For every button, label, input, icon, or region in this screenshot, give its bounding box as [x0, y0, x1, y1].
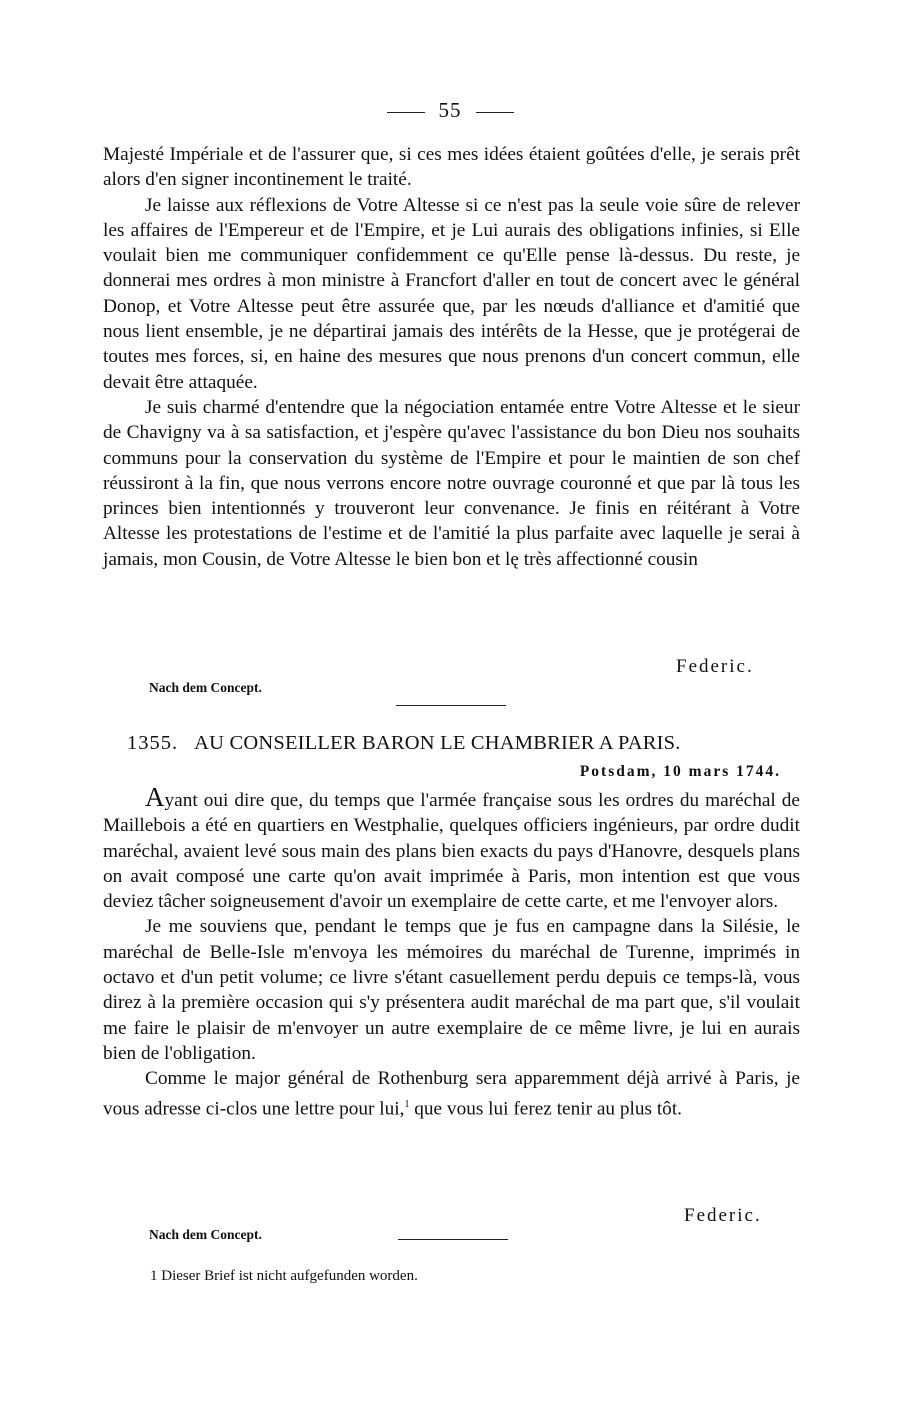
letter-2-signature: Federic.: [684, 1205, 762, 1226]
letter-number: 1355.: [127, 732, 179, 754]
letter-dateline: Potsdam, 10 mars 1744.: [579, 763, 781, 780]
page-header: [0, 98, 900, 123]
letter-1-source-note: Nach dem Concept.: [149, 680, 262, 695]
drop-initial: A: [145, 782, 165, 812]
letter-2: [103, 782, 800, 1121]
letter-2-paragraph: Je me souviens que, pendant le temps que je fus en campagne dans la Silésie, le maréchal de Belle-Isle m'envoya les mémoires du maréchal de Turenne, imprimés in octavo et d'un petit volume; ce livre s'étant casuellement perdu depuis ce temps-là, vous direz à la première occasion qui s'y présentera audit maréchal de ma part que, s'il voulait me faire le plaisir de m'envoyer un autre exemplaire de ce même livre, je lui en aurais bien de l'obligation.: [103, 916, 800, 1064]
footnote: [150, 1268, 418, 1285]
letter-1-paragraph: Je suis charmé d'entendre que la négociation entamée entre Votre Altesse et le sieur de Chavigny va à sa satisfaction, et j'espère qu'avec l'assistance du bon Dieu nos souhaits communs pour la conservation du système de l'Empire et pour le maintien de son chef réussiront à la fin, que nous verrons encore notre ouvrage couronné et que par là tous les princes bien intentionnés y trouveront leur convenance. Je finis en réitérant à Votre Altesse les protestations de l'estime et de l'amitié la plus parfaite avec laquelle je serai à jamais, mon Cousin, de Votre Altesse le bien bon et lę très affectionné cousin: [103, 396, 800, 570]
letter-1-signature: Federic.: [676, 656, 754, 677]
letter-2-paragraph: [103, 782, 800, 914]
footnote-divider: [398, 1239, 508, 1240]
letter-heading: [103, 730, 800, 756]
letter-2-source-note: Nach dem Concept.: [149, 1227, 262, 1242]
header-dash-left: [387, 112, 425, 113]
footnote-reference: 1: [404, 1098, 410, 1110]
letter-1-paragraph: Majesté Impériale et de l'assurer que, si ces mes idées étaient goûtées d'elle, je serais prêt alors d'en signer incontinement le traité.: [103, 144, 800, 191]
header-dash-right: [476, 112, 514, 113]
letter-1: [103, 142, 800, 572]
letter-1-paragraph: Je laisse aux réflexions de Votre Altesse si ce n'est pas la seule voie sûre de relever les affaires de l'Empereur et de l'Empire, et je Lui aurais des obligations infinies, si Elle voulait bien me communiquer confidemment ce qu'Elle pense là-dessus. Du reste, je donnerai mes ordres à mon ministre à Francfort d'aller en tout de concert avec le général Donop, et Votre Altesse peut être assurée que, par les nœuds d'alliance et d'amitié que nous lient ensemble, je ne départirai jamais des intérêts de la Hesse, que je protégerai de toutes mes forces, si, en haine des mesures que nous prenons d'un concert commun, elle devait être attaquée.: [103, 194, 800, 393]
letter-2-paragraph: [103, 1066, 800, 1121]
footnote-marker: 1: [150, 1268, 158, 1284]
letter-2-paragraph-text: yant oui dire que, du temps que l'armée française sous les ordres du maréchal de Maillebois a été en quartiers en Westphalie, quelques officiers ingénieurs, par ordre dudit maréchal, avaient levé sous main des plans bien exacts du pays d'Hanovre, desquels plans on avait composé une carte qu'on avait imprimée à Paris, mon intention est que vous deviez tâcher soigneusement d'avoir un exemplaire de cette carte, et me l'envoyer alors.: [103, 790, 800, 913]
letter-title: AU CONSEILLER BARON LE CHAMBRIER A PARIS.: [194, 732, 681, 754]
page-number: 55: [438, 98, 462, 122]
letter-2-paragraph-tail: que vous lui ferez tenir au plus tôt.: [409, 1097, 682, 1119]
letter-2-paragraph-text: Comme le major général de Rothenburg sera apparemment déjà arrivé à Paris, je vous adresse ci-clos une lettre pour lui,: [103, 1068, 800, 1119]
section-divider: [396, 705, 506, 706]
letter-2-heading: [103, 730, 800, 756]
footnote-text: Dieser Brief ist nicht aufgefunden worden.: [157, 1268, 418, 1284]
